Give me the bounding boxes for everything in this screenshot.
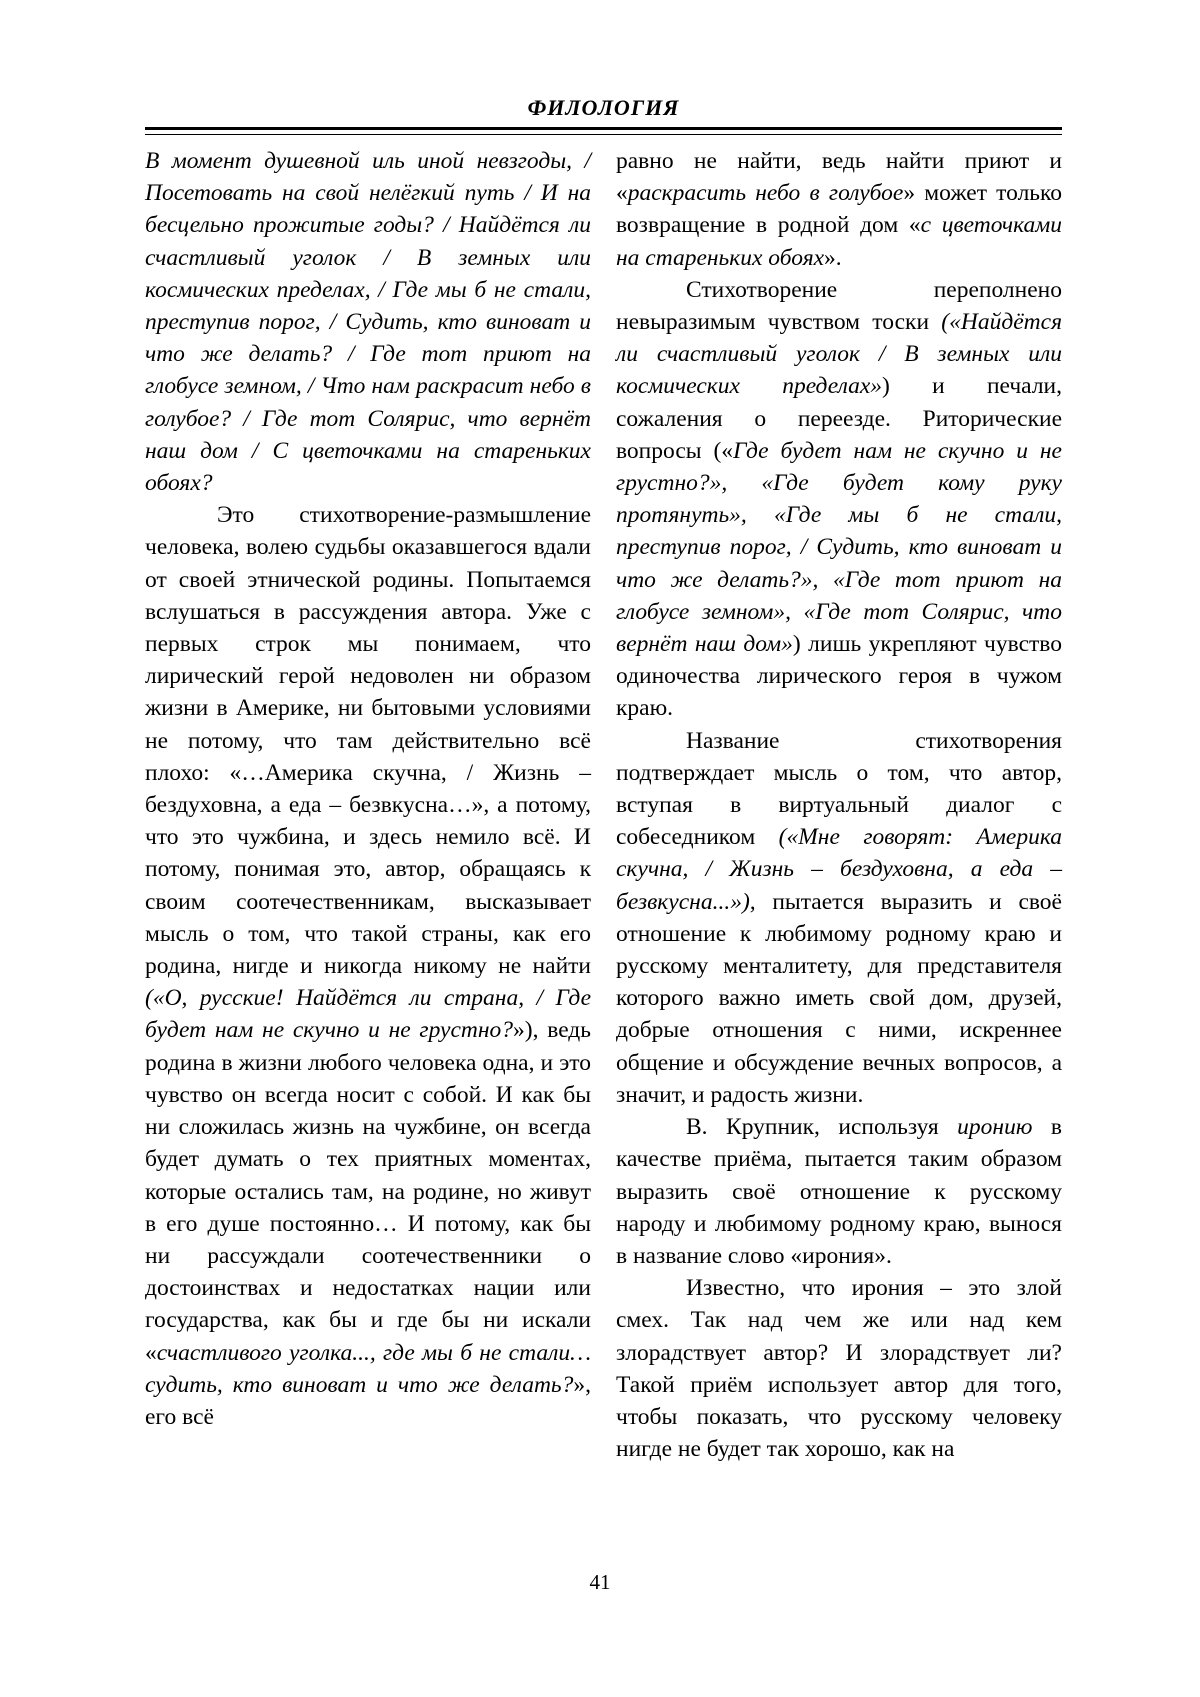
header-rule-thick [145,127,1062,130]
text-span: », его всё [145,1371,591,1430]
running-header: ФИЛОЛОГИЯ [527,95,680,120]
text-span: равно не найти, ведь найти приют и « [616,148,1062,207]
paragraph-continuation [616,145,1062,274]
quote-span: («О, русские! Найдётся ли страна, / Где будет нам не скучно и не грустно? [145,985,591,1044]
paragraph-evil-laugh: Известно, что ирония – это злой смех. Так над чем же или над кем злорадствует автор? И злорадствует ли? Такой приём использует автор для того, чтобы показать, что русскому человеку нигде не будет так хорошо, как на [616,1275,1062,1463]
text-span: пытается выразить и своё отношение к любимому родному краю и русскому менталитету, для представителя которого важно иметь свой дом, друзей, добрые отношения с ними, искреннее общение и обсуждение вечных вопросов, а значит, и радость жизни. [616,888,1062,1108]
quote-span: счастливого уголка..., где мы б не стали… судить, кто виноват и что же делать? [145,1339,591,1398]
quote-span: с цветочками на стареньких обоях [616,212,1063,271]
text-span: Стихотворение переполнено невыразимым чувством тоски [616,276,1062,336]
text-span: »), ведь родина в жизни любого человека одна, и это чувство он всегда носит с собой. И как бы ни сложилась жизнь на чужбине, он всегда будет думать о тех приятных моментах, которые остались там, на родине, но живут в его душе постоянно… И потому, как бы ни рассуждали соотечественники о достоинствах и недостатках нации или государства, как бы и где бы ни искали « [145,1017,591,1366]
text-span: в качестве приёма, пытается таким образом выразить своё отношение к русскому народу и любимому родному краю, вынося в название слово «ирония». [616,1114,1062,1269]
page-number: 41 [589,1570,611,1594]
text-span: ) и печали, сожаления о переезде. Риторические вопросы (« [616,373,1062,464]
header-rule-thin [145,134,1062,135]
text-span: Это стихотворение-размышление человека, волею судьбы оказавшегося вдали от своей этнической родины. Попытаемся вслушаться в рассуждения автора. Уже с первых строк мы понимаем, что лирический герой недоволен ни образом жизни в Америке, ни бытовыми условиями не потому, что там действительно всё плохо: «…Америка скучна, / Жизнь – бездуховна, а еда – безвкусна…», а потому, что это чужбина, и здесь немило всё. И потому, понимая это, автор, обращаясь к своим соотечественникам, высказывает мысль о том, что такой страны, как его родина, нигде и никогда никому не найти [145,502,591,980]
poem-excerpt: В момент душевной иль иной невзгоды, / Посетовать на свой нелёгкий путь / И на бесцельно прожитые годы? / Найдётся ли счастливый уголок / В земных или космических пределах, / Где мы б не стали, преступив порог, / Судить, кто виноват и что же делать? / Где тот приют на глобусе земном, / Что нам раскрасит небо в голубое? / Где тот Солярис, что вернёт наш дом / С цветочками на стареньких обоях? [145,148,591,497]
text-span: ». [824,244,842,271]
text-span: В. Крупник, используя [686,1114,958,1141]
paragraph-title-meaning [616,725,1062,1111]
right-column [616,145,1062,1465]
text-span: Название стихотворения подтверждает мысль о том, что автор, вступая в виртуальный диалог с собеседником [616,727,1062,851]
quote-span: («Мне говорят: Америка скучна, / Жизнь – бездуховна, а еда – безвкусна...»), [616,824,1062,915]
text-span: » может только возвращение в родной дом « [616,180,1063,239]
quote-span: Где будет нам не скучно и не грустно?», «Где будет кому руку протянуть», «Где мы б не стали, преступив порог, / Судить, кто виноват и что же делать?», «Где тот приют на глобусе земном», «Где тот Солярис, что вернёт наш дом» [616,437,1062,658]
quote-span: («Найдётся ли счастливый уголок / В земных или космических пределах» [616,309,1062,400]
paragraph-reflection [145,499,591,1433]
text-span: ) лишь укрепляют чувство одиночества лирического героя в чужом краю. [616,631,1062,722]
paragraph-irony [616,1111,1062,1272]
left-column [145,145,591,1433]
quote-span: раскрасить небо в голубое [627,180,904,207]
paragraph-melancholy [616,274,1062,725]
term-span: иронию [957,1114,1033,1141]
